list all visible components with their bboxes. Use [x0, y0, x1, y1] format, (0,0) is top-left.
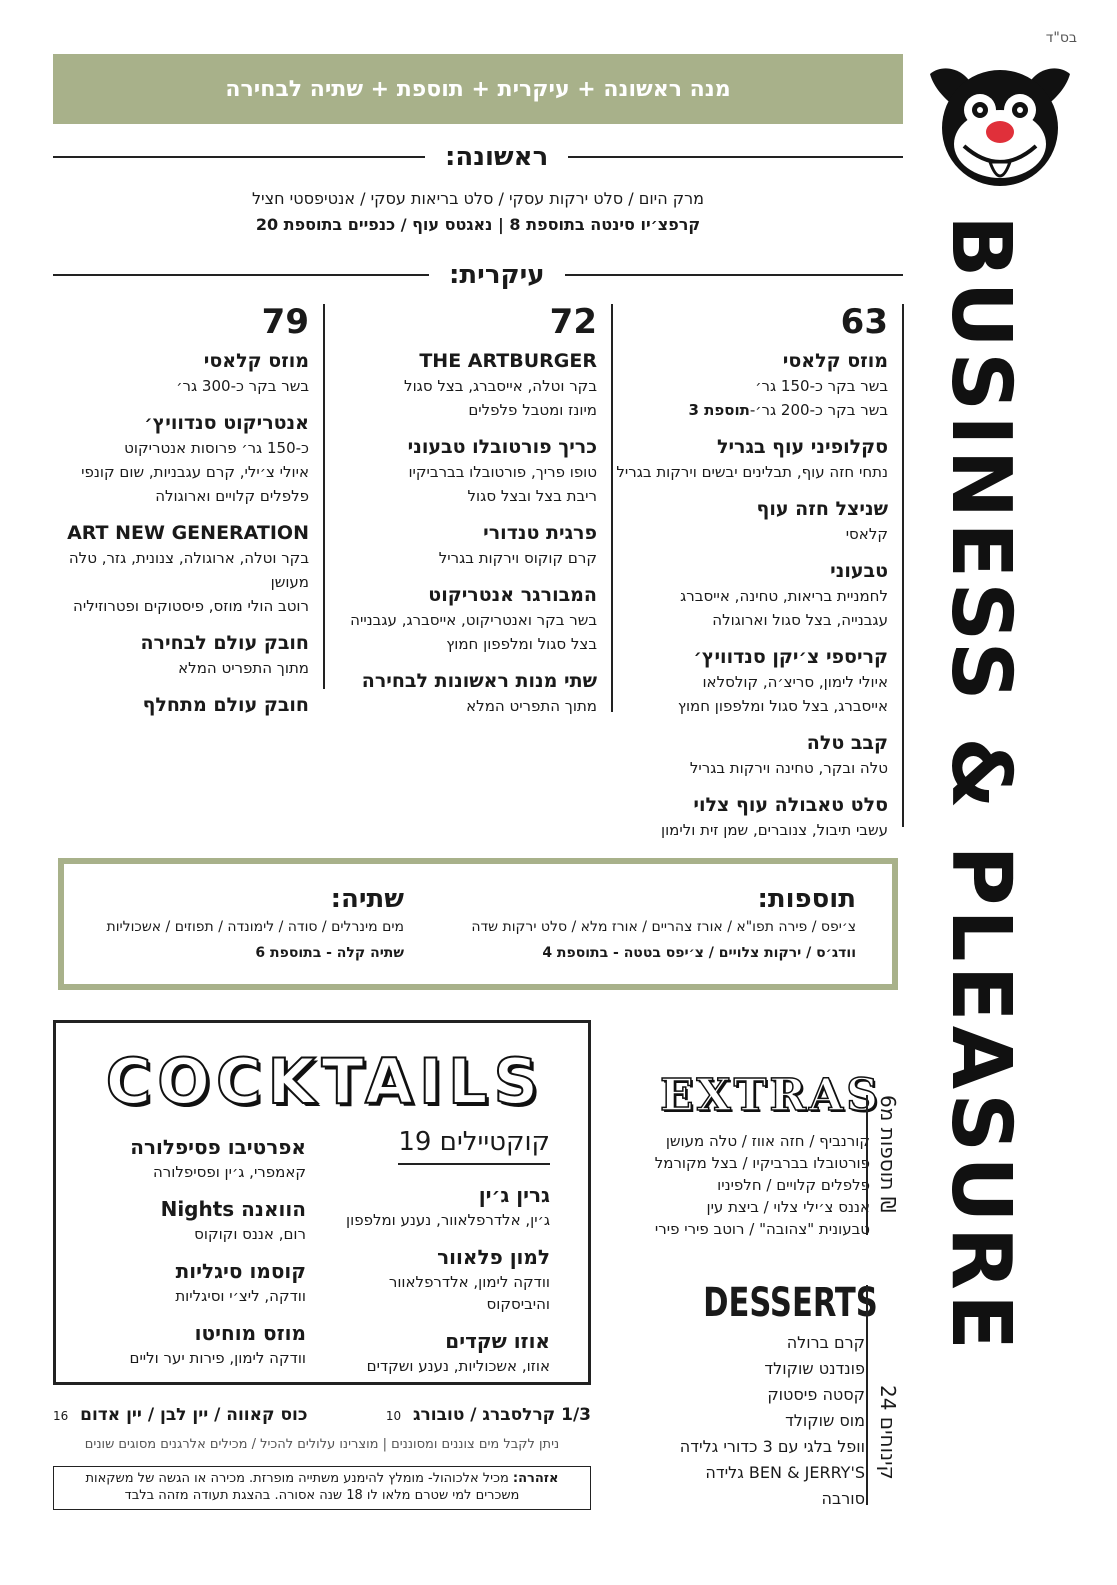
extras-item: טבעונית "צהובה" / רוטב פירי פירי	[654, 1220, 870, 1238]
dog-logo-icon	[924, 62, 1076, 192]
cocktails-subtitle: קוקטיילים 19	[398, 1125, 550, 1165]
dish-name: ART NEW GENERATION	[67, 522, 309, 544]
dish	[40, 410, 309, 508]
cocktail-desc: וודקה, ליצ׳י וסיגליות	[175, 1287, 306, 1305]
dish-name: טבעוני	[830, 560, 888, 582]
dish-desc-2: אייסברג, בצל סגול ומלפפון חמוץ	[677, 697, 888, 715]
dish-name: חובק עולם מתחלף	[142, 694, 309, 716]
dessert-item: BEN & JERRY'S גלידה	[705, 1463, 865, 1482]
cocktail-desc: ג׳ין, אלדרפלאוור, נענע ומלפפון	[346, 1211, 550, 1229]
dish-name: קבב טלה	[806, 732, 888, 754]
sides-block	[456, 884, 856, 966]
water-allergen-note: ניתן לקבל מים צוננים ומסוננים | מוצרינו עלולים להכיל / מכילים אלרגנים מסוגים שונים	[84, 1437, 560, 1452]
price: 79	[261, 302, 309, 342]
extras-list	[640, 1130, 870, 1240]
extras-item: אננס צ׳ילי צלוי / ביצת עין	[706, 1198, 870, 1216]
cocktail-item	[96, 1319, 306, 1369]
extras-side-label-box	[866, 1095, 906, 1235]
cocktail-name: מוזס מוחיטו	[194, 1321, 306, 1345]
first-course-heading: ראשונה:	[444, 142, 549, 172]
dish-name: סלט טאבולה עוף צלוי	[693, 794, 888, 816]
cocktail-item	[340, 1327, 550, 1377]
cocktail-desc: וודקה לימון, אלדרפלאוור והיביסקוס	[388, 1273, 550, 1313]
cocktail-name: הוואנה Nights	[160, 1197, 306, 1221]
cocktail-item	[340, 1243, 550, 1315]
warning-text-2: משכרים למי שטרם מלאו לו 18 שנה אסורה. בהצגת תעודה מזהה בלבד	[124, 1488, 520, 1503]
cocktail-item	[96, 1133, 306, 1183]
dish-desc-3: פלפלים קלויים וארוגולה	[155, 487, 309, 505]
cocktails-left-column	[96, 1133, 306, 1381]
dish-name: אנטריקוט סנדוויץ׳	[144, 412, 309, 434]
extras-side-label: תוספות מ6 ₪	[876, 1095, 900, 1213]
dish-name: שתי מנות ראשונות לבחירה	[361, 670, 597, 692]
dish	[612, 558, 888, 632]
dessert-item: קרם ברולה	[786, 1333, 865, 1352]
cocktails-title: COCKTAILS	[105, 1045, 545, 1118]
dish-desc: עשבי תיבול, צנוברים, שמן זית ולימון	[661, 821, 888, 839]
sides-line1: צ׳יפס / פירה תפו"א / אורז צהריים / אורז מלא / סלט ירקות שדה	[471, 919, 856, 935]
cocktail-name: למון פלאוור	[437, 1245, 550, 1269]
dish-name: סקלופיני עוף בגריל	[716, 436, 888, 458]
dish-desc-2: רוטב הולי מוזס, פיסטוקים ופטרוזיליה	[73, 597, 309, 615]
dish-desc: בשר בקר ואנטריקוט, אייסברג, עגבנייה	[350, 611, 597, 629]
desserts-side-label: קינוחים 24	[876, 1385, 900, 1480]
cocktail-desc: רום, אננס וקוקוס	[194, 1225, 306, 1243]
brand-name: BUSINESS & PLEASURE	[933, 215, 1028, 1354]
first-course-line1: מרק היום / סלט ירקות עסקי / סלט בריאות עסקי / אנטיפסטי חציל	[251, 189, 705, 208]
warning-text-1: מכיל אלכוהול- מומלץ להימנע משתייה מופרזת. מכירה או הגשה של משקאות	[85, 1471, 509, 1486]
dish-desc: מתוך התפריט המלא	[466, 697, 597, 715]
price: 63	[840, 302, 888, 342]
main-column-79	[40, 302, 325, 716]
dish	[40, 348, 309, 398]
dish	[612, 644, 888, 718]
dish-extra: תוספת 3	[688, 401, 750, 419]
dish-name: פרגית טנדורי	[483, 522, 597, 544]
brand-vertical	[930, 215, 1030, 1505]
desserts-side-label-box	[866, 1285, 906, 1505]
cocktail-item	[96, 1195, 306, 1245]
dish-desc: מתוך התפריט המלא	[178, 659, 309, 677]
dish-desc: כ-150 גר׳ פרוסות אנטריקוט	[124, 439, 309, 457]
sides-line2: וודג׳ס / ירקות צלויים / צ׳יפס בטטה - בתוספת 4	[542, 945, 856, 961]
dish-name: קריספי צ׳יקן סנדוויץ׳	[693, 646, 888, 668]
dish-desc: בקר וטלה, אייסברג, בצל סגול	[404, 377, 597, 395]
dish	[326, 668, 597, 718]
dish	[612, 434, 888, 484]
beer-price: 10	[385, 1409, 402, 1423]
dessert-item: וופל בלגי עם 3 כדורי גלידה	[679, 1437, 865, 1456]
dish-name: מוזס קלאסי	[782, 350, 888, 372]
dish	[612, 730, 888, 780]
wine-label: כוס קאווה / יין לבן / יין אדום	[80, 1405, 308, 1425]
dessert-item: סורבה	[821, 1489, 865, 1508]
price: 72	[549, 302, 597, 342]
first-course-line2: קרפצ׳יו סינטה בתוספת 8 | נאגטס עוף / כנפיים בתוספת 20	[255, 215, 701, 234]
dish	[612, 348, 888, 422]
first-course-options	[53, 186, 903, 238]
drinks-title: שתיה:	[330, 884, 404, 914]
dish-desc: לחמניית בריאות, טחינה, אייסברג	[680, 587, 888, 605]
warning-label: אזהרה:	[512, 1471, 559, 1486]
dish-desc: איולי לימון, סריצ׳ה, קולסלאו	[702, 673, 888, 691]
desserts-list	[640, 1330, 865, 1512]
desserts-title: DESSERTS	[703, 1280, 878, 1326]
sides-drinks-box	[58, 858, 898, 990]
dish	[326, 582, 597, 656]
dish-desc: נתחי חזה עוף, תבלינים יבשים וירקות בגריל	[616, 463, 888, 481]
wine-price: 16	[53, 1409, 69, 1423]
dish	[612, 496, 888, 546]
divider	[53, 274, 429, 276]
alcohol-warning	[53, 1466, 591, 1510]
dish-desc-2: בשר בקר כ-200 גר׳-תוספת 3	[688, 401, 888, 419]
dish-desc-2: מיונז ומטבל פלפלים	[468, 401, 597, 419]
cocktail-name: אוזו שקדים	[445, 1329, 550, 1353]
beer-item	[386, 1400, 591, 1431]
cocktail-name: גרין ג׳ין	[478, 1183, 550, 1207]
beer-label: 1/3 קרלסברג / טובורג	[412, 1405, 591, 1425]
cocktail-item	[96, 1257, 306, 1307]
drinks-line2: שתיה קלה - בתוספת 6	[255, 945, 404, 961]
cocktails-box	[53, 1020, 591, 1385]
drinks-block	[104, 884, 404, 966]
dish	[326, 434, 597, 508]
dish-desc-2: ריבת בצל ובצל סגול	[467, 487, 597, 505]
extras-item: פורטובלו בברביקיו / בצל מקורמל	[654, 1154, 870, 1172]
divider	[565, 274, 903, 276]
dish	[326, 520, 597, 570]
cocktails-right-column	[340, 1125, 550, 1389]
dish-name: כריך פורטובלו טבעוני	[407, 436, 597, 458]
drinks-line1: מים מינרלים / סודה / לימונדה / תפוזים / אשכוליות	[106, 919, 404, 935]
cocktail-desc: אוזו, אשכוליות, נענע ושקדים	[366, 1357, 550, 1375]
dessert-item: פונדנט שוקולד	[764, 1359, 865, 1378]
divider	[568, 156, 903, 158]
dish-name: מוזס קלאסי	[203, 350, 309, 372]
divider	[53, 156, 425, 158]
cocktail-item	[340, 1181, 550, 1231]
dish-desc: בשר בקר כ-300 גר׳	[176, 377, 309, 395]
dessert-item: קסטה פיסטוק	[767, 1385, 865, 1404]
deal-banner: מנה ראשונה + עיקרית + תוספת + שתיה לבחירה	[53, 54, 903, 124]
cocktail-name: אפרטיבו פסיפלורה	[130, 1135, 306, 1159]
cocktail-desc: וודקה לימון, פירות יער וליים	[129, 1349, 306, 1367]
dish-name: THE ARTBURGER	[419, 350, 597, 372]
dish	[40, 520, 309, 618]
extras-item: פלפלים קלויים / חלפיניו	[717, 1176, 870, 1194]
main-course-heading-row	[53, 260, 903, 290]
beer-wine-row	[53, 1400, 591, 1431]
dish-name: המבורגר אנטריקוט	[428, 584, 597, 606]
dish	[326, 348, 597, 422]
extras-title: EXTRAS	[660, 1070, 881, 1121]
cocktail-desc: קאמפרי, ג׳ין ופסיפלורה	[153, 1163, 306, 1181]
main-column-63	[612, 302, 904, 839]
first-course-heading-row	[53, 142, 903, 172]
sides-title: תוספות:	[757, 884, 856, 914]
cocktail-name: קוסמו סיגליות	[175, 1259, 306, 1283]
dish-desc: קרם קוקוס וירקות בגריל	[438, 549, 597, 567]
dish-desc-2: איולי צ׳ילי, קרם עגבניות, שום קונפי	[81, 463, 309, 481]
dish	[40, 630, 309, 680]
dish-desc-2: בצל סגול ומלפפון חמוץ	[446, 635, 597, 653]
extras-item: קורנביף / חזה אווז / טלה מעושן	[665, 1132, 870, 1150]
dish-desc: טלה ובקר, טחינה וירקות בגריל	[689, 759, 888, 777]
dessert-item: מוס שוקולד	[785, 1411, 865, 1430]
wine-item	[53, 1400, 307, 1431]
dish-desc: בשר בקר כ-150 גר׳	[755, 377, 888, 395]
besd-mark: בס"ד	[1045, 30, 1077, 46]
dish-desc: בקר וטלה, ארוגולה, צנונית, גזר, טלה מעושן	[68, 549, 309, 591]
dish-desc: קלאסי	[845, 525, 888, 543]
main-column-72	[326, 302, 613, 715]
dish	[612, 792, 888, 842]
dish-desc: טופו פריך, פורטובלו בברביקיו	[408, 463, 597, 481]
dish-name: חובק עולם לבחירה	[140, 632, 309, 654]
dish-desc-2: עגבנייה, בצל סגול וארוגולה	[712, 611, 888, 629]
dish	[40, 692, 309, 718]
dish-name: שניצל חזה עוף	[756, 498, 888, 520]
main-course-heading: עיקרית:	[449, 260, 545, 290]
